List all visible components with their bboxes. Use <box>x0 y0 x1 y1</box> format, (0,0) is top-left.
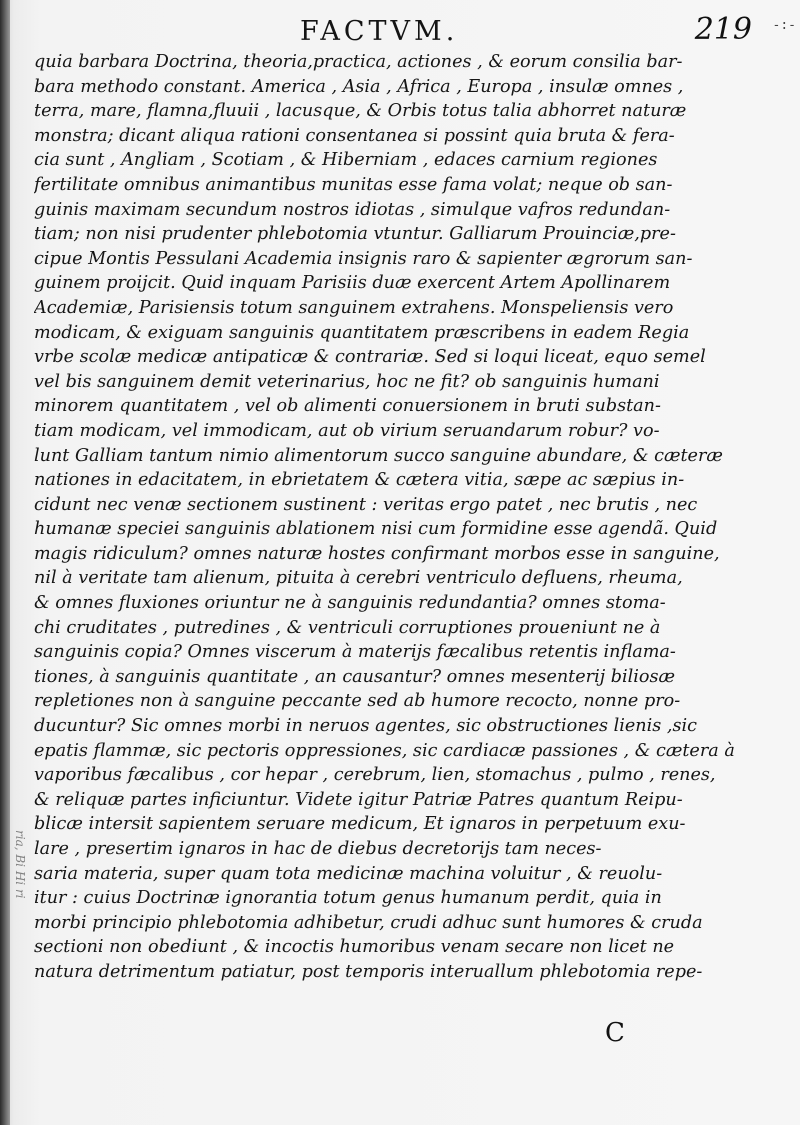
text-line: fertilitate omnibus animantibus munitas esse fama volat; neque ob san- <box>34 174 673 195</box>
body-text <box>34 50 766 985</box>
signature-mark: C <box>605 1018 625 1048</box>
text-line: tiones, à sanguinis quantitate , an causantur? omnes mesenterij biliosæ <box>34 666 676 687</box>
text-line: blicæ intersit sapientem seruare medicum, Et ignaros in perpetuum exu- <box>34 814 686 835</box>
text-line: humanæ speciei sanguinis ablationem nisi cum formidine esse agendã. Quid <box>34 519 718 540</box>
text-line: tiam; non nisi prudenter phlebotomia vtuntur. Galliarum Prouinciæ,pre- <box>34 224 676 245</box>
running-title: FACTVM. <box>300 16 459 47</box>
text-line: terra, mare, flamna,fluuii , lacusque, & Orbis totus talia abhorret naturæ <box>34 101 687 122</box>
text-line: vel bis sanguinem demit veterinarius, hoc ne fit? ob sanguinis humani <box>34 371 660 392</box>
text-line: lunt Galliam tantum nimio alimentorum succo sanguine abundare, & cæteræ <box>34 445 723 466</box>
text-line: modicam, & exiguam sanguinis quantitatem præscribens in eadem Regia <box>34 322 690 343</box>
text-line: saria materia, super quam tota medicinæ machina voluitur , & reuolu- <box>34 863 663 884</box>
text-line: bara methodo constant. America , Asia , Africa , Europa , insulæ omnes , <box>34 76 684 97</box>
text-line: ducuntur? Sic omnes morbi in neruos agentes, sic obstructiones lienis ,sic <box>34 716 697 737</box>
text-line: guinem proijcit. Quid inquam Parisiis duæ exercent Artem Apollinarem <box>34 273 671 294</box>
text-line: nationes in edacitatem, in ebrietatem & cætera vitia, sæpe ac sæpius in- <box>34 470 685 491</box>
text-line: & reliquæ partes inficiuntur. Videte igitur Patriæ Patres quantum Reipu- <box>34 789 683 810</box>
text-line: guinis maximam secundum nostros idiotas , simulque vafros redundan- <box>34 199 671 220</box>
text-line: morbi principio phlebotomia adhibetur, crudi adhuc sunt humores & cruda <box>34 912 703 933</box>
page-gutter-shadow <box>0 0 10 1125</box>
text-line: monstra; dicant aliqua rationi consentanea si possint quia bruta & fera- <box>34 125 675 146</box>
margin-strip-text: ria, Bi Hi ri <box>13 830 27 899</box>
page-number: 219 <box>694 12 752 47</box>
text-line: cia sunt , Angliam , Scotiam , & Hiberniam , edaces carnium regiones <box>34 150 658 171</box>
text-line: & omnes fluxiones oriuntur ne à sanguinis redundantia? omnes stoma- <box>34 593 666 614</box>
text-line: sanguinis copia? Omnes viscerum à materijs fæcalibus retentis inflama- <box>34 642 676 663</box>
text-line: lare , presertim ignaros in hac de diebus decretorijs tam neces- <box>34 839 602 859</box>
text-line: sectioni non obediunt , & incoctis humoribus venam secare non licet ne <box>34 937 675 958</box>
text-line: cipue Montis Pessulani Academia insignis raro & sapienter ægrorum san- <box>34 248 693 269</box>
text-line: natura detrimentum patiatur, post temporis interuallum phlebotomia repe- <box>34 961 703 982</box>
text-line: nil à veritate tam alienum, pituita à cerebri ventriculo defluens, rheuma, <box>34 568 683 589</box>
page-header <box>0 6 800 50</box>
text-line: Academiæ, Parisiensis totum sanguinem extrahens. Monspeliensis vero <box>34 297 674 318</box>
text-line: vrbe scolæ medicæ antipaticæ & contrariæ. Sed si loqui liceat, equo semel <box>34 347 706 368</box>
text-line: itur : cuius Doctrinæ ignorantia totum genus humanum perdit, quia in <box>34 888 662 909</box>
text-line: tiam modicam, vel immodicam, aut ob virium seruandarum robur? vo- <box>34 420 660 441</box>
text-line: repletiones non à sanguine peccante sed ab humore recocto, nonne pro- <box>34 691 681 712</box>
text-line: vaporibus fæcalibus , cor hepar , cerebrum, lien, stomachus , pulmo , renes, <box>34 765 716 786</box>
text-line: epatis flammæ, sic pectoris oppressiones, sic cardiacæ passiones , & cætera à <box>34 740 735 761</box>
text-line: magis ridiculum? omnes naturæ hostes confirmant morbos esse in sanguine, <box>34 543 720 564</box>
text-line: minorem quantitatem , vel ob alimenti conuersionem in bruti substan- <box>34 396 661 417</box>
corner-mark: -:- <box>772 18 796 33</box>
text-line: quia barbara Doctrina, theoria,practica, actiones , & eorum consilia bar- <box>34 52 683 72</box>
text-line: cidunt nec venæ sectionem sustinent : veritas ergo patet , nec brutis , nec <box>34 494 698 515</box>
text-line: chi cruditates , putredines , & ventriculi corruptiones proueniunt ne à <box>34 617 661 638</box>
